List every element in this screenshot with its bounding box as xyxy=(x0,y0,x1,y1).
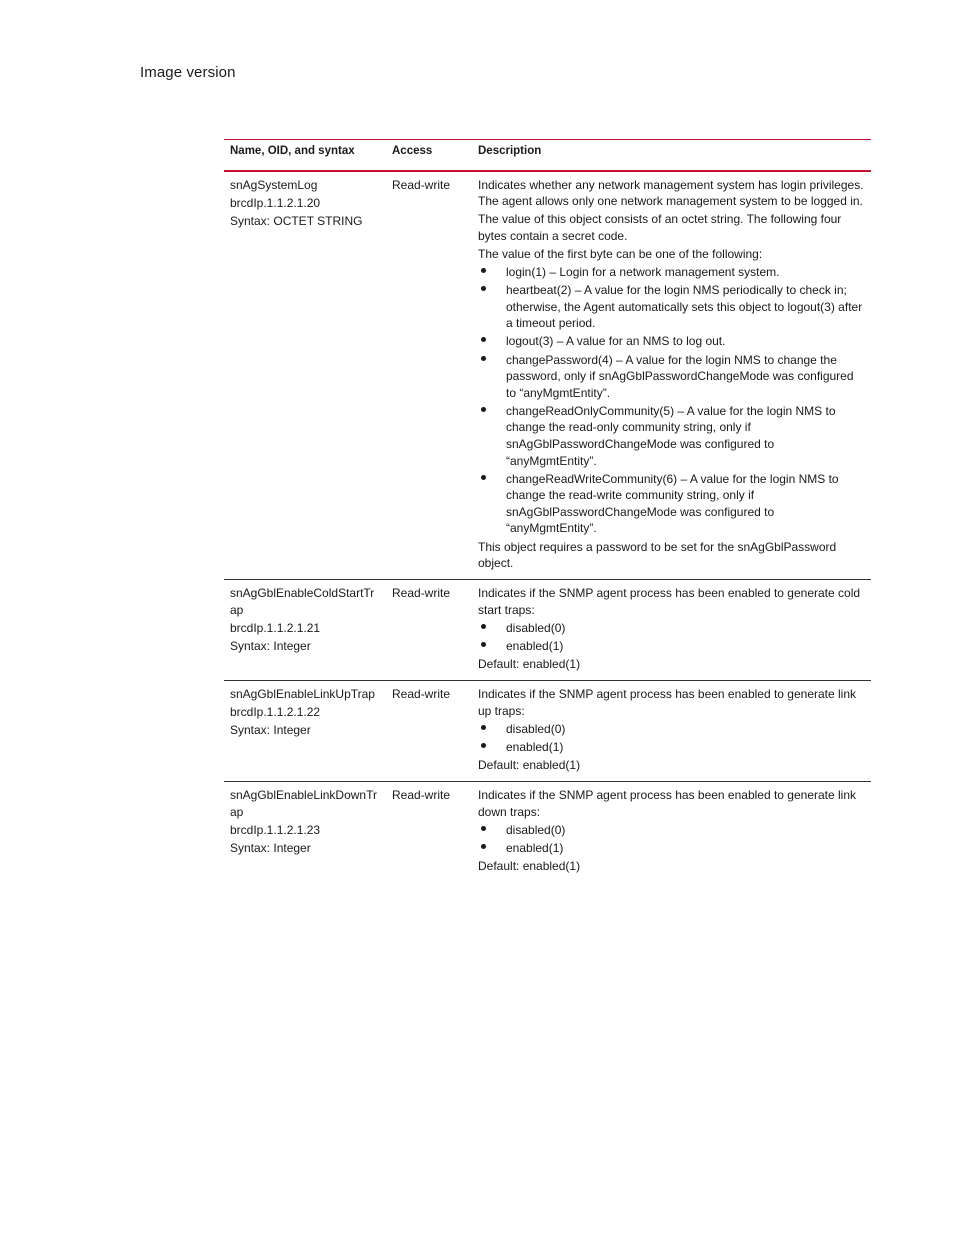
column-header-description: Description xyxy=(472,140,871,171)
column-header-access: Access xyxy=(386,140,472,171)
object-oid: brcdIp.1.1.2.1.22 xyxy=(230,705,321,720)
list-item: enabled(1) xyxy=(478,840,865,857)
list-item: login(1) – Login for a network management system. xyxy=(478,264,865,281)
description-paragraph: The value of the first byte can be one of the following: xyxy=(478,246,763,261)
default-value: Default: enabled(1) xyxy=(478,758,581,773)
running-header: Image version xyxy=(140,64,236,81)
object-oid: brcdIp.1.1.2.1.23 xyxy=(230,822,321,837)
access-cell: Read-write xyxy=(386,681,472,782)
object-syntax: Syntax: Integer xyxy=(230,840,311,855)
value-list xyxy=(478,620,865,655)
description-paragraph: Indicates if the SNMP agent process has been enabled to generate cold start traps: xyxy=(478,586,861,617)
description-cell xyxy=(472,580,871,681)
table-header xyxy=(224,140,871,171)
object-name: snAgGblEnableLinkUpTrap xyxy=(230,687,375,702)
object-name: snAgGblEnableLinkDownTrap xyxy=(230,788,377,819)
object-name-cell xyxy=(224,681,386,782)
object-name: snAgSystemLog xyxy=(230,177,318,192)
description-paragraph: Indicates if the SNMP agent process has been enabled to generate link up traps: xyxy=(478,687,857,718)
object-name-cell xyxy=(224,782,386,882)
table-header-row xyxy=(224,140,871,171)
object-syntax: Syntax: Integer xyxy=(230,723,311,738)
table-row xyxy=(224,171,871,580)
list-item: logout(3) – A value for an NMS to log out. xyxy=(478,333,865,350)
list-item: changeReadWriteCommunity(6) – A value for the login NMS to change the read-write community string, only if snAgGblPasswordChangeMode was configured to “anyMgmtEntity”. xyxy=(478,471,865,537)
object-syntax: Syntax: OCTET STRING xyxy=(230,213,363,228)
list-item: disabled(0) xyxy=(478,721,865,738)
object-name-cell xyxy=(224,171,386,580)
list-item: changePassword(4) – A value for the login NMS to change the password, only if snAgGblPasswordChangeMode was configured to “anyMgmtEntity”. xyxy=(478,352,865,402)
description-cell xyxy=(472,782,871,882)
table-row xyxy=(224,580,871,681)
column-header-name: Name, OID, and syntax xyxy=(224,140,386,171)
list-item: disabled(0) xyxy=(478,822,865,839)
access-cell: Read-write xyxy=(386,580,472,681)
access-cell: Read-write xyxy=(392,788,451,803)
object-name: snAgGblEnableColdStartTrap xyxy=(230,586,375,617)
value-list xyxy=(478,822,865,857)
default-value: Default: enabled(1) xyxy=(478,657,581,672)
table-row xyxy=(224,681,871,782)
description-cell xyxy=(472,171,871,580)
default-value: Default: enabled(1) xyxy=(478,859,581,874)
table-row xyxy=(224,782,871,882)
object-syntax: Syntax: Integer xyxy=(230,639,311,654)
description-paragraph: The value of this object consists of an octet string. The following four bytes contain a secret code. xyxy=(478,212,842,243)
list-item: changeReadOnlyCommunity(5) – A value for the login NMS to change the read-only community string, only if snAgGblPasswordChangeMode was configured to “anyMgmtEntity”. xyxy=(478,403,865,469)
value-list xyxy=(478,264,865,537)
list-item: enabled(1) xyxy=(478,638,865,655)
list-item: disabled(0) xyxy=(478,620,865,637)
description-paragraph: Indicates if the SNMP agent process has been enabled to generate link down traps: xyxy=(478,788,857,819)
object-oid: brcdIp.1.1.2.1.20 xyxy=(230,195,321,210)
list-item: heartbeat(2) – A value for the login NMS periodically to check in; otherwise, the Agent automatically sets this object to logout(3) after a timeout period. xyxy=(478,282,865,332)
description-cell xyxy=(472,681,871,782)
object-name-cell xyxy=(224,580,386,681)
access-cell: Read-write xyxy=(386,171,472,580)
value-list xyxy=(478,721,865,756)
mib-object-table xyxy=(224,139,871,882)
list-item: enabled(1) xyxy=(478,739,865,756)
description-paragraph: This object requires a password to be set for the snAgGblPassword object. xyxy=(478,539,837,571)
description-paragraph: Indicates whether any network management system has login privileges. The agent allows only one network management system to be logged in. xyxy=(478,177,864,209)
object-oid: brcdIp.1.1.2.1.21 xyxy=(230,620,321,635)
